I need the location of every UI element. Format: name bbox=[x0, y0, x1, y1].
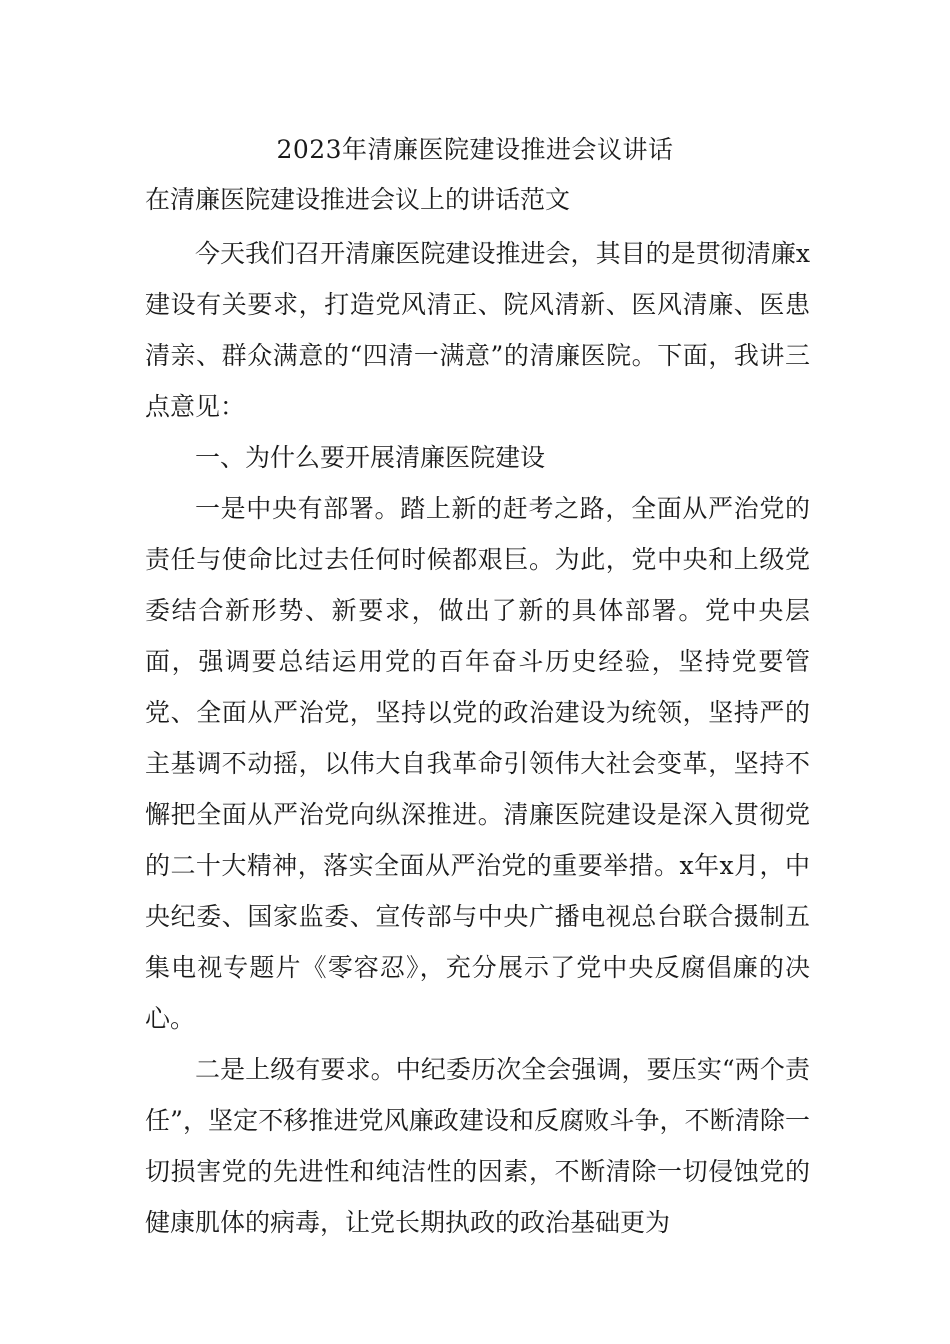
section-heading-1: 一、为什么要开展清廉医院建设 bbox=[195, 443, 546, 472]
paragraph-intro: 今天我们召开清廉医院建设推进会，其目的是贯彻清廉x建设有关要求，打造党风清正、院风清新、医风清廉、医患清亲、群众满意的“四清一满意”的清廉医院。下面，我讲三点意见： bbox=[145, 239, 810, 421]
document-title: 2023年清廉医院建设推进会议讲话 bbox=[276, 135, 674, 164]
paragraph-central-deployment: 一是中央有部署。踏上新的赶考之路，全面从严治党的责任与使命比过去任何时候都艰巨。为此，党中央和上级党委结合新形势、新要求，做出了新的具体部署。党中央层面，强调要总结运用党的百年奋斗历史经验，坚持党要管党、全面从严治党，坚持以党的政治建设为统领，坚持严的主基调不动摇，以伟大自我革命引领伟大社会变革，坚持不懈把全面从严治党向纵深推进。清廉医院建设是深入贯彻党的二十大精神，落实全面从严治党的重要举措。x年x月，中央纪委、国家监委、宣传部与中央广播电视总台联合摄制五集电视专题片《零容忍》，充分展示了党中央反腐倡廉的决心。 bbox=[145, 494, 810, 1033]
document-body bbox=[145, 228, 810, 1248]
paragraph-superior-requirements: 二是上级有要求。中纪委历次全会强调，要压实“两个责任”，坚定不移推进党风廉政建设和反腐败斗争，不断清除一切损害党的先进性和纯洁性的因素，不断清除一切侵蚀党的健康肌体的病毒，让党长期执政的政治基础更为 bbox=[145, 1055, 810, 1237]
document-subtitle: 在清廉医院建设推进会议上的讲话范文 bbox=[145, 185, 571, 214]
